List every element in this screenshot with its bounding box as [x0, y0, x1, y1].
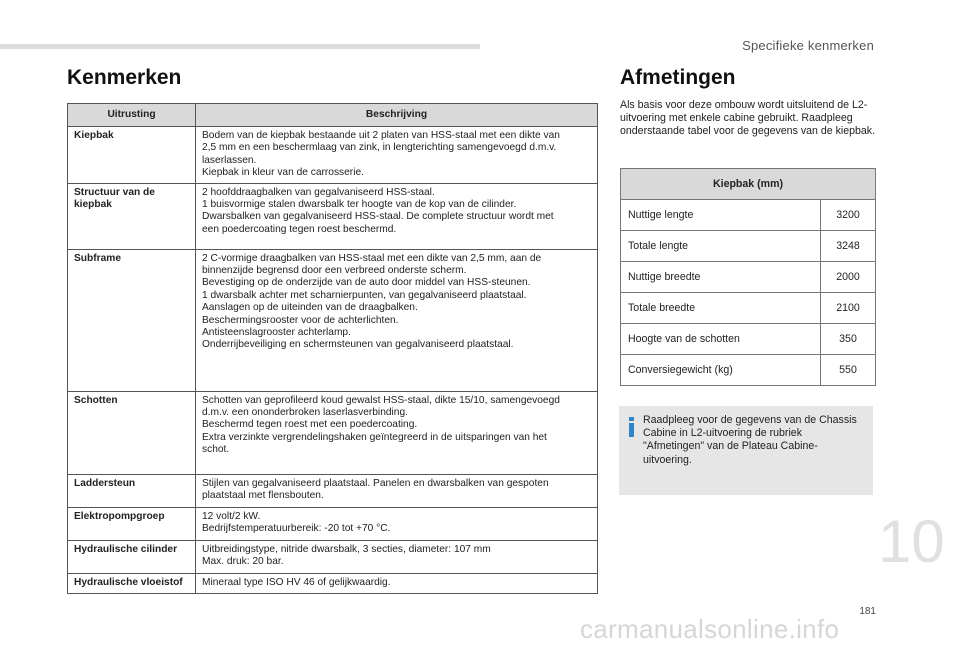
- dimension-label: Totale lengte: [621, 231, 821, 262]
- dimension-label: Conversiegewicht (kg): [621, 355, 821, 386]
- dimension-value: 2100: [821, 293, 876, 324]
- dimensions-row: [621, 355, 876, 386]
- spec-description-line: schot.: [202, 444, 230, 456]
- dimensions-row: [621, 293, 876, 324]
- info-note: [619, 406, 873, 495]
- spec-description-line: 12 volt/2 kW.: [202, 510, 261, 522]
- spec-table-row: [68, 249, 598, 391]
- kenmerken-heading: Kenmerken: [67, 66, 182, 89]
- section-title: Specifieke kenmerken: [742, 38, 874, 53]
- info-note-text: Raadpleeg voor de gegevens van de Chassis Cabine in L2-uitvoering de rubriek "Afmetingen" van de Plateau Cabine-uitvoering.: [643, 414, 857, 466]
- spec-description-line: plaatstaal met flensbouten.: [202, 490, 324, 502]
- dimension-label: Totale breedte: [621, 293, 821, 324]
- header-divider: [0, 44, 480, 49]
- dimension-value: 3200: [821, 200, 876, 231]
- spec-description-line: 1 buisvormige stalen dwarsbalk ter hoogte van de kop van de cilinder.: [202, 199, 517, 211]
- spec-description-line: een poedercoating tegen roest beschermd.: [202, 223, 397, 235]
- spec-header-equipment: Uitrusting: [68, 104, 196, 127]
- spec-row-description: [196, 540, 598, 573]
- spec-table-body: [68, 127, 598, 594]
- dimension-value: 350: [821, 324, 876, 355]
- spec-description-line: laserlassen.: [202, 154, 257, 166]
- spec-row-description: [196, 573, 598, 593]
- spec-table-row: [68, 183, 598, 249]
- spec-row-description: [196, 391, 598, 474]
- dimensions-table-header: [621, 169, 876, 200]
- spec-row-label: Subframe: [68, 249, 196, 391]
- spec-description-line: Bodem van de kiepbak bestaande uit 2 platen van HSS-staal met een dikte van: [202, 130, 560, 141]
- dimension-value: 2000: [821, 262, 876, 293]
- spec-description-line: Beschermd tegen roest met een poedercoating.: [202, 419, 418, 431]
- dimensions-row: [621, 200, 876, 231]
- dimension-label: Nuttige breedte: [621, 262, 821, 293]
- spec-description-line: Extra verzinkte vergrendelingshaken geïntegreerd in de uitsparingen van het: [202, 431, 547, 443]
- spec-description-line: Beschermingsrooster voor de achterlichten.: [202, 314, 399, 326]
- spec-row-description: [196, 507, 598, 540]
- spec-description-line: Onderrijbeveiliging en schermsteunen van gegalvaniseerd plaatstaal.: [202, 339, 514, 351]
- spec-description-line: 2 C-vormige draagbalken van HSS-staal met een dikte van 2,5 mm, aan de: [202, 252, 542, 264]
- spec-row-label: Elektropompgroep: [68, 507, 196, 540]
- spec-description-line: d.m.v. een ononderbroken laserlasverbinding.: [202, 407, 408, 419]
- watermark: carmanualsonline.info: [580, 614, 840, 644]
- dimensions-intro: Als basis voor deze ombouw wordt uitsluitend de L2-uitvoering met enkele cabine gebruikt. Raadpleeg onderstaande tabel voor de gegevens van de kiepbak.: [620, 99, 876, 138]
- spec-description-line: Bevestiging op de onderzijde van de auto door middel van HSS-steunen.: [202, 277, 531, 289]
- dimension-label: Nuttige lengte: [621, 200, 821, 231]
- spec-table-row: [68, 127, 598, 184]
- spec-description-line: 2,5 mm en een beschermlaag van zink, in lengterichting samengevoegd d.m.v.: [202, 142, 557, 154]
- spec-table-row: [68, 474, 598, 507]
- dimensions-row: [621, 324, 876, 355]
- spec-description-line: 1 dwarsbalk achter met scharnierpunten, van gegalvaniseerd plaatstaal.: [202, 289, 527, 301]
- info-icon: [628, 417, 635, 434]
- spec-description-line: Bedrijfstemperatuurbereik: -20 tot +70 °C.: [202, 523, 391, 535]
- spec-row-description: [196, 249, 598, 391]
- spec-table-row: [68, 391, 598, 474]
- spec-description-line: 2 hoofddraagbalken van gegalvaniseerd HSS-staal.: [202, 186, 435, 198]
- spec-table-header: [68, 104, 598, 127]
- spec-table-row: [68, 573, 598, 593]
- spec-description-line: Mineraal type ISO HV 46 of gelijkwaardig.: [202, 576, 391, 588]
- dimensions-row: [621, 231, 876, 262]
- spec-row-description: [196, 183, 598, 249]
- spec-description-line: Kiepbak in kleur van de carrosserie.: [202, 167, 364, 179]
- spec-description-line: Max. druk: 20 bar.: [202, 556, 284, 568]
- spec-description-line: binnenzijde begrensd door een verbreed onderste scherm.: [202, 265, 467, 277]
- dimension-label: Hoogte van de schotten: [621, 324, 821, 355]
- afmetingen-heading: Afmetingen: [620, 66, 736, 89]
- dimensions-row: [621, 262, 876, 293]
- spec-table-row: [68, 540, 598, 573]
- dimensions-table: [620, 168, 876, 386]
- spec-description-line: Schotten van geprofileerd koud gewalst HSS-staal, dikte 15/10, samengevoegd: [202, 394, 560, 406]
- spec-row-label: Laddersteun: [68, 474, 196, 507]
- chapter-number: 10: [878, 508, 945, 575]
- spec-description-line: Aanslagen op de uiteinden van de draagbalken.: [202, 302, 418, 314]
- spec-row-label: Kiepbak: [68, 127, 196, 184]
- spec-description-line: Stijlen van gegalvaniseerd plaatstaal. Panelen en dwarsbalken van gespoten: [202, 477, 549, 489]
- dimension-value: 3248: [821, 231, 876, 262]
- spec-description-line: Dwarsbalken van gegalvaniseerd HSS-staal. De complete structuur wordt met: [202, 211, 554, 223]
- dimensions-table-body: [621, 200, 876, 386]
- page-number: 181: [859, 606, 876, 617]
- spec-description-line: Uitbreidingstype, nitride dwarsbalk, 3 secties, diameter: 107 mm: [202, 543, 491, 555]
- spec-row-label: Hydraulische cilinder: [68, 540, 196, 573]
- spec-row-label: Schotten: [68, 391, 196, 474]
- spec-table: [67, 103, 598, 594]
- spec-row-label: Structuur van de kiepbak: [68, 183, 196, 249]
- spec-row-description: [196, 474, 598, 507]
- spec-description-line: Antisteenslagrooster achterlamp.: [202, 327, 351, 339]
- spec-header-description: Beschrijving: [196, 104, 598, 127]
- spec-row-description: [196, 127, 598, 184]
- spec-row-label: Hydraulische vloeistof: [68, 573, 196, 593]
- dimensions-header: Kiepbak (mm): [621, 169, 876, 200]
- dimension-value: 550: [821, 355, 876, 386]
- spec-table-row: [68, 507, 598, 540]
